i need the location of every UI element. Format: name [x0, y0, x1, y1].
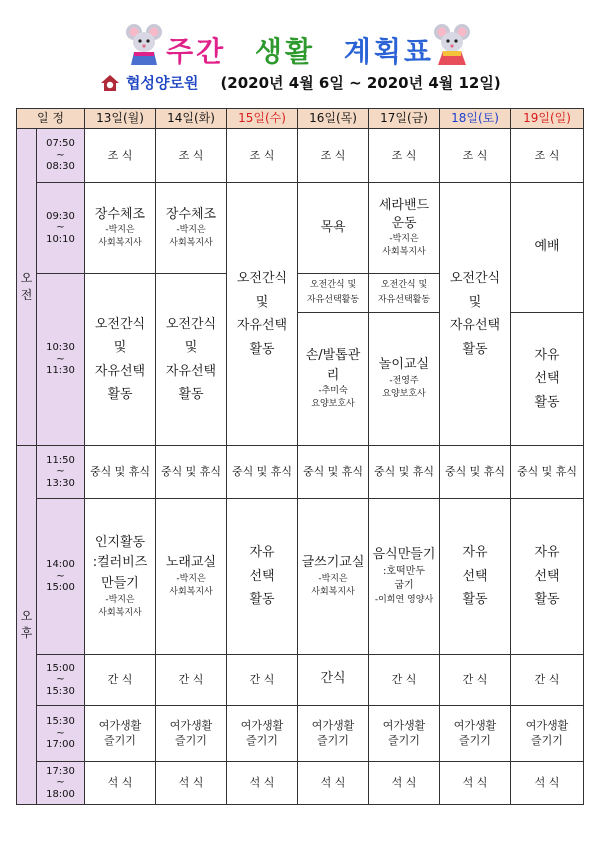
activity-staff: -박지은 사회복지사 — [98, 225, 142, 249]
cell-mon-1400 — [85, 498, 156, 654]
row-1500 — [17, 654, 584, 705]
leisure-sat: 여가생활 즐기기 — [440, 705, 511, 762]
snack-thu: 간식 — [298, 654, 369, 705]
day-header-tue: 14일(화) — [156, 109, 227, 129]
day-header-sat: 18일(토) — [440, 109, 511, 129]
lunch-fri: 중식 및 휴식 — [369, 446, 440, 499]
cell-thu-snack: 오전간식 및 자유선택활동 — [298, 274, 369, 312]
day-header-wed: 15일(수) — [227, 109, 298, 129]
breakfast-fri: 조 식 — [369, 129, 440, 183]
subtitle-row — [100, 72, 501, 93]
activity-title: 손/발톱관 리 — [305, 348, 361, 383]
dinner-mon: 석 식 — [85, 762, 156, 805]
lunch-tue: 중식 및 휴식 — [156, 446, 227, 499]
time-1500: 15:00 ~ 15:30 — [37, 654, 85, 705]
leisure-sun: 여가생활 즐기기 — [511, 705, 584, 762]
cell-mon-0930 — [85, 182, 156, 273]
page-title — [0, 30, 600, 70]
title-part-3: 계획표 — [343, 35, 434, 68]
day-header-fri: 17일(금) — [369, 109, 440, 129]
header-row — [17, 109, 584, 129]
activity-staff: -이희연 영양사 — [374, 594, 434, 605]
day-header-thu: 16일(목) — [298, 109, 369, 129]
breakfast-mon: 조 식 — [85, 129, 156, 183]
cell-sun-0930: 예배 — [511, 182, 584, 312]
dinner-sat: 석 식 — [440, 762, 511, 805]
cell-fri-0930 — [369, 182, 440, 273]
cell-sun-1400: 자유 선택 활동 — [511, 498, 584, 654]
row-1400 — [17, 498, 584, 654]
activity-title: 놀이교실 — [378, 357, 430, 373]
leisure-thu: 여가생활 즐기기 — [298, 705, 369, 762]
leisure-wed: 여가생활 즐기기 — [227, 705, 298, 762]
row-1150 — [17, 446, 584, 499]
leisure-mon: 여가생활 즐기기 — [85, 705, 156, 762]
time-1530: 15:30 ~ 17:00 — [37, 705, 85, 762]
time-0930: 09:30 ~ 10:10 — [37, 182, 85, 273]
cell-fri-snack: 오전간식 및 자유선택활동 — [369, 274, 440, 312]
mouse-mascot-hanbok-icon — [430, 22, 474, 66]
lunch-sat: 중식 및 휴식 — [440, 446, 511, 499]
cell-thu-0930: 목욕 — [298, 182, 369, 273]
cell-fri-1030 — [369, 312, 440, 446]
activity-staff: -박지은 사회복지사 — [169, 225, 213, 249]
cell-sat-am: 오전간식 및 자유선택 활동 — [440, 182, 511, 445]
activity-staff: -전영주 요양보호사 — [382, 376, 426, 400]
snack-sat: 간 식 — [440, 654, 511, 705]
snack-tue: 간 식 — [156, 654, 227, 705]
activity-detail: :호떡만두 굽기 — [382, 565, 425, 592]
activity-staff: -박지은 사회복지사 — [311, 573, 355, 597]
pm-label: 오 후 — [17, 446, 37, 805]
weekly-schedule-table — [16, 108, 584, 805]
breakfast-tue: 조 식 — [156, 129, 227, 183]
cell-wed-1400: 자유 선택 활동 — [227, 498, 298, 654]
activity-staff: -박지은 사회복지사 — [382, 233, 426, 257]
lunch-mon: 중식 및 휴식 — [85, 446, 156, 499]
snack-fri: 간 식 — [369, 654, 440, 705]
am-label: 오 전 — [17, 129, 37, 446]
snack-mon: 간 식 — [85, 654, 156, 705]
lunch-wed: 중식 및 휴식 — [227, 446, 298, 499]
activity-title: 노래교실 — [165, 555, 217, 570]
leisure-tue: 여가생활 즐기기 — [156, 705, 227, 762]
activity-title: 인지활동 :컬러비즈 만들기 — [92, 535, 148, 591]
breakfast-sat: 조 식 — [440, 129, 511, 183]
activity-title: 장수체조 — [165, 206, 217, 222]
dinner-wed: 석 식 — [227, 762, 298, 805]
time-1150: 11:50 ~ 13:30 — [37, 446, 85, 499]
cell-wed-am: 오전간식 및 자유선택 활동 — [227, 182, 298, 445]
row-0930-a — [17, 182, 584, 228]
activity-title: 장수체조 — [94, 206, 146, 222]
row-0750 — [17, 129, 584, 183]
time-1400: 14:00 ~ 15:00 — [37, 498, 85, 654]
time-1730: 17:30 ~ 18:00 — [37, 762, 85, 805]
house-logo-icon — [100, 74, 120, 92]
day-header-mon: 13일(월) — [85, 109, 156, 129]
title-part-2: 생활 — [254, 35, 316, 68]
cell-sun-1030: 자유 선택 활동 — [511, 312, 584, 446]
dinner-sun: 석 식 — [511, 762, 584, 805]
dinner-fri: 석 식 — [369, 762, 440, 805]
cell-tue-0930 — [156, 182, 227, 273]
dinner-tue: 석 식 — [156, 762, 227, 805]
cell-tue-1030: 오전간식 및 자유선택 활동 — [156, 274, 227, 446]
cell-mon-1030: 오전간식 및 자유선택 활동 — [85, 274, 156, 446]
activity-staff: -추미숙 요양보호사 — [311, 386, 355, 410]
lunch-thu: 중식 및 휴식 — [298, 446, 369, 499]
snack-wed: 간 식 — [227, 654, 298, 705]
schedule-period: (2020년 4월 6일 ~ 2020년 4월 12일) — [220, 74, 501, 92]
cell-fri-1400 — [369, 498, 440, 654]
breakfast-wed: 조 식 — [227, 129, 298, 183]
lunch-sun: 중식 및 휴식 — [511, 446, 584, 499]
leisure-fri: 여가생활 즐기기 — [369, 705, 440, 762]
breakfast-thu: 조 식 — [298, 129, 369, 183]
cell-thu-1030 — [298, 312, 369, 446]
corner-label: 일 정 — [17, 109, 85, 129]
activity-title: 세라밴드 운동 — [378, 198, 430, 231]
cell-tue-1400 — [156, 498, 227, 654]
activity-title: 음식만들기 — [372, 547, 436, 563]
cell-sat-1400: 자유 선택 활동 — [440, 498, 511, 654]
cell-thu-1400 — [298, 498, 369, 654]
breakfast-sun: 조 식 — [511, 129, 584, 183]
row-1730 — [17, 762, 584, 805]
title-part-1: 주간 — [166, 35, 227, 68]
row-1530 — [17, 705, 584, 762]
time-1030: 10:30 ~ 11:30 — [37, 274, 85, 446]
activity-title: 글쓰기교실 — [301, 555, 365, 570]
time-0750: 07:50 ~ 08:30 — [37, 129, 85, 183]
activity-staff: -박지은 사회복지사 — [98, 594, 142, 618]
organization-name: 협성양로원 — [126, 74, 199, 92]
dinner-thu: 석 식 — [298, 762, 369, 805]
activity-staff: -박지은 사회복지사 — [169, 573, 213, 597]
snack-sun: 간 식 — [511, 654, 584, 705]
day-header-sun: 19일(일) — [511, 109, 584, 129]
